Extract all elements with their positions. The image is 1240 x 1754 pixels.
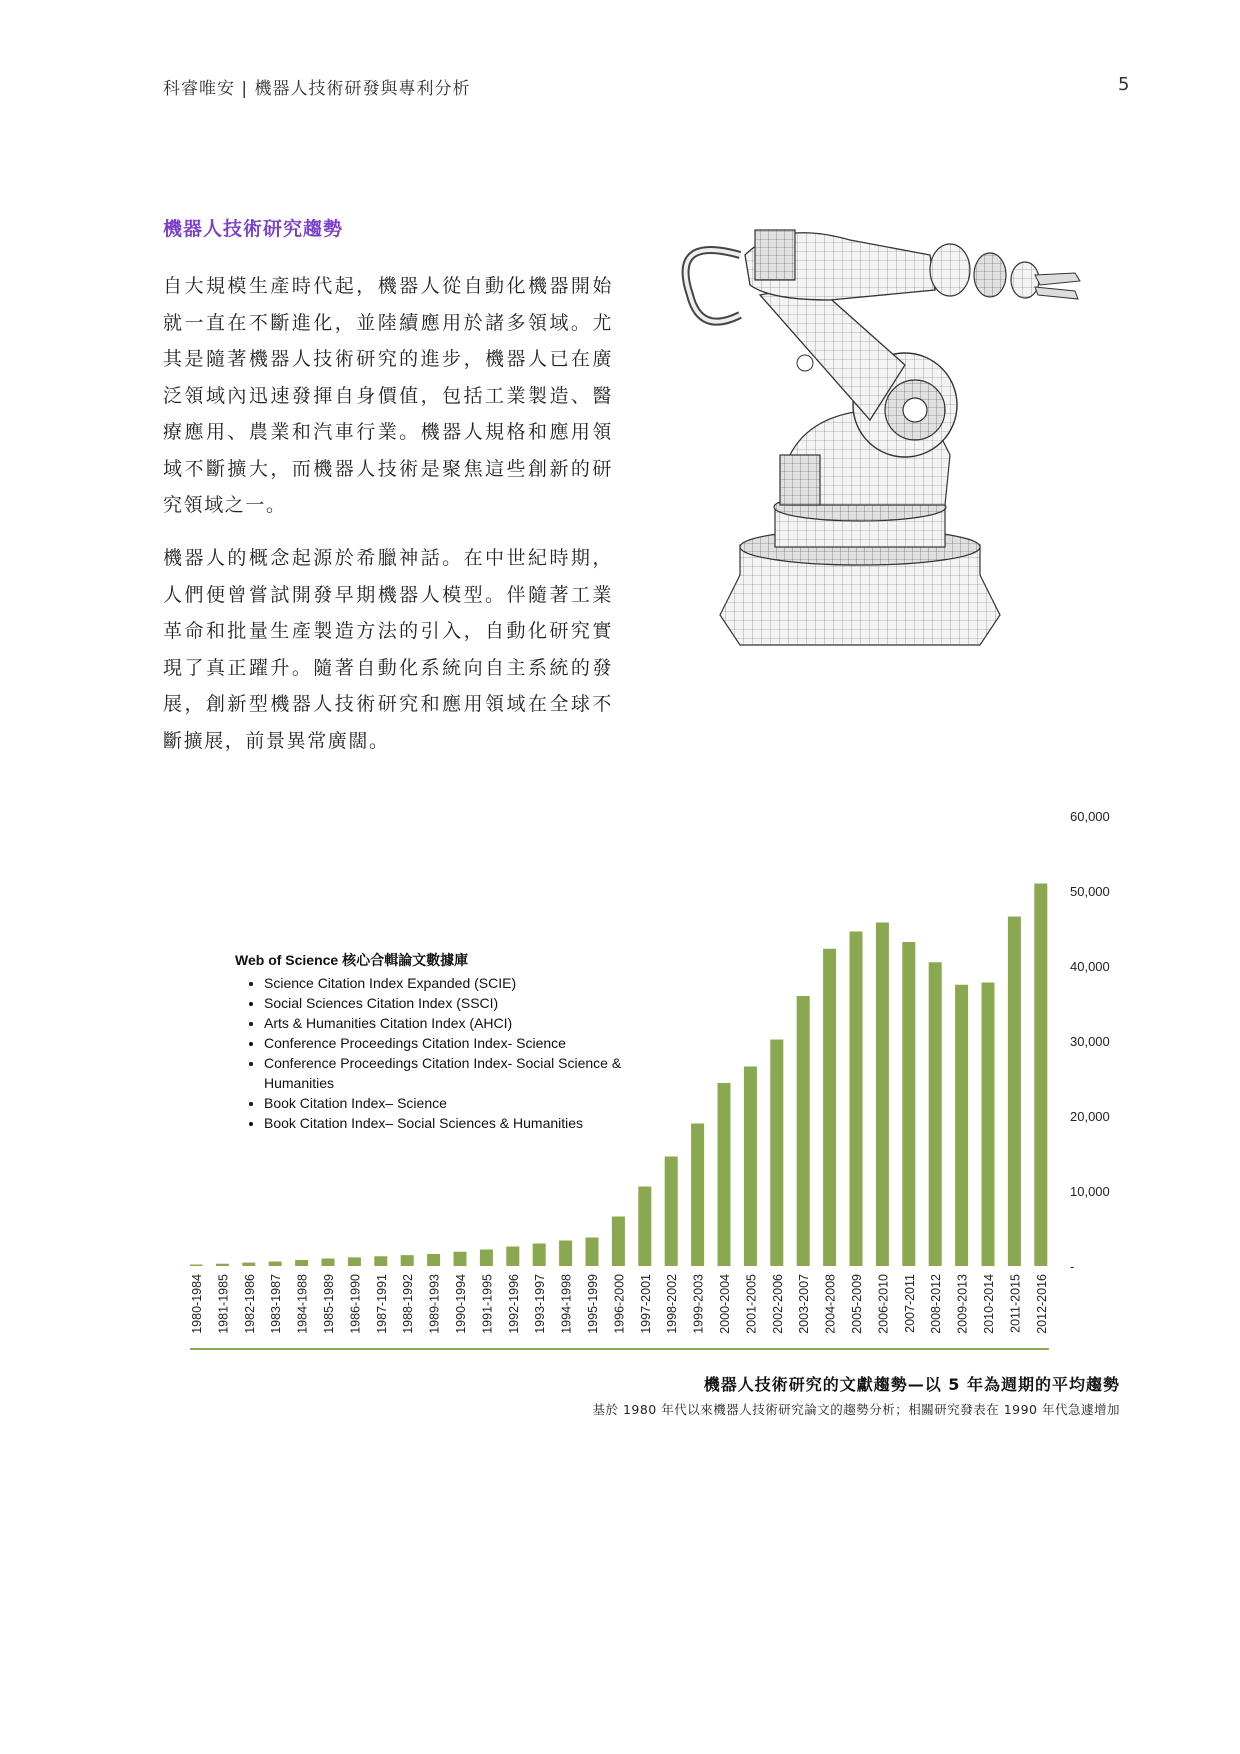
y-tick-label: -	[1070, 1259, 1075, 1274]
bar-2000-2004	[718, 1083, 731, 1266]
bar-1994-1998	[559, 1241, 572, 1267]
x-tick-label: 2011-2015	[1008, 1274, 1023, 1333]
x-tick-label: 1990-1994	[454, 1274, 468, 1334]
legend-title: Web of Science 核心合輯論文數據庫	[235, 952, 469, 968]
x-tick-label: 1994-1998	[559, 1274, 574, 1334]
bar-1984-1988	[295, 1260, 308, 1266]
x-tick-label: 1985-1989	[322, 1274, 336, 1334]
y-tick-label: 40,000	[1070, 959, 1110, 974]
x-tick-label: 1980-1984	[190, 1274, 204, 1334]
legend-item: • Science Citation Index Expanded (SCIE)	[264, 973, 665, 993]
chart-caption-subtitle: 基於 1980 年代以來機器人技術研究論文的趨勢分析；相關研究發表在 1990 年代急遽增加	[592, 1402, 1120, 1417]
x-tick-label: 1996-2000	[612, 1274, 627, 1334]
bar-1998-2002	[665, 1157, 678, 1267]
bar-1981-1985	[216, 1264, 229, 1266]
bar-2008-2012	[929, 962, 942, 1266]
bar-1989-1993	[427, 1254, 440, 1266]
bar-2004-2008	[823, 949, 836, 1266]
x-tick-label: 2006-2010	[876, 1274, 891, 1334]
x-tick-label: 1984-1988	[295, 1274, 310, 1334]
bar-1983-1987	[269, 1262, 282, 1267]
bar-2006-2010	[876, 923, 889, 1267]
y-tick-label: 60,000	[1070, 809, 1110, 824]
x-tick-label: 1989-1993	[427, 1274, 442, 1334]
legend-item: • Social Sciences Citation Index (SSCI)	[264, 993, 665, 1013]
x-tick-label: 2009-2013	[955, 1274, 970, 1334]
y-tick-label: 10,000	[1070, 1184, 1110, 1199]
robot-arm-image	[680, 215, 1110, 675]
x-tick-label: 2007-2011	[902, 1274, 917, 1333]
bar-1985-1989	[322, 1259, 335, 1267]
body-paragraph-1: 自大規模生產時代起，機器人從自動化機器開始就一直在不斷進化，並陸續應用於諸多領域。尤其是隨著機器人技術研究的進步，機器人已在廣泛領域內迅速發揮自身價值，包括工業製造、醫療應用、農業和汽車行業。機器人規格和應用領域不斷擴大，而機器人技術是聚焦這些創新的研究領域之一。	[163, 275, 613, 516]
bar-1995-1999	[586, 1238, 599, 1267]
bar-1997-2001	[638, 1187, 651, 1267]
x-tick-label: 1981-1985	[216, 1274, 231, 1334]
bar-chart	[190, 800, 1130, 1360]
running-header-title: 科睿唯安 | 機器人技術研發與專利分析	[163, 79, 471, 99]
bar-2005-2009	[850, 932, 863, 1267]
bar-1999-2003	[691, 1124, 704, 1267]
bar-2007-2011	[902, 942, 915, 1266]
x-tick-label: 2002-2006	[770, 1274, 785, 1334]
y-tick-label: 50,000	[1070, 884, 1110, 899]
x-tick-label: 2004-2008	[823, 1274, 838, 1334]
bar-2011-2015	[1008, 917, 1021, 1267]
bar-2001-2005	[744, 1067, 757, 1267]
legend-item: • Conference Proceedings Citation Index- Science	[264, 1033, 665, 1053]
bar-1996-2000	[612, 1217, 625, 1267]
bar-2009-2013	[955, 985, 968, 1266]
x-tick-label: 1998-2002	[665, 1274, 680, 1334]
x-tick-label: 1991-1995	[480, 1274, 495, 1334]
bar-1986-1990	[348, 1257, 361, 1266]
x-tick-label: 1986-1990	[348, 1274, 363, 1334]
x-tick-label: 1983-1987	[269, 1274, 284, 1334]
page-number: 5	[1118, 74, 1130, 95]
body-paragraph-2: 機器人的概念起源於希臘神話。在中世紀時期，人們便曾嘗試開發早期機器人模型。伴隨著工業革命和批量生產製造方法的引入，自動化研究實現了真正躍升。隨著自動化系統向自主系統的發展，創新型機器人技術研究和應用領域在全球不斷擴展，前景異常廣闊。	[163, 547, 613, 752]
x-tick-label: 1995-1999	[586, 1274, 600, 1334]
legend-item: • Conference Proceedings Citation Index- Social Science & Humanities	[264, 1053, 665, 1093]
section-title: 機器人技術研究趨勢	[163, 218, 344, 240]
bar-1991-1995	[480, 1250, 493, 1267]
robot-arm-illustration	[680, 215, 1110, 675]
x-tick-label: 1992-1996	[506, 1274, 521, 1334]
y-tick-label: 30,000	[1070, 1034, 1110, 1049]
bar-2012-2016	[1034, 884, 1047, 1267]
bar-2002-2006	[770, 1040, 783, 1267]
bar-1980-1984	[190, 1265, 203, 1267]
chart-caption-title: 機器人技術研究的文獻趨勢—以 5 年為週期的平均趨勢	[703, 1375, 1120, 1394]
bar-1982-1986	[242, 1263, 255, 1266]
bar-1993-1997	[533, 1244, 546, 1267]
x-tick-label: 1988-1992	[401, 1274, 416, 1334]
x-tick-label: 1999-2003	[691, 1274, 706, 1334]
x-tick-label: 1987-1991	[374, 1274, 389, 1334]
x-tick-label: 2010-2014	[982, 1274, 996, 1334]
legend-item: • Book Citation Index– Social Sciences & Humanities	[264, 1113, 665, 1133]
x-tick-label: 2005-2009	[850, 1274, 864, 1334]
bar-1988-1992	[401, 1255, 414, 1266]
x-tick-label: 2000-2004	[718, 1274, 732, 1334]
legend-item: • Book Citation Index– Science	[264, 1093, 665, 1113]
x-tick-label: 1982-1986	[242, 1274, 257, 1334]
y-tick-label: 20,000	[1070, 1109, 1110, 1124]
bar-2003-2007	[797, 996, 810, 1266]
legend-item: • Arts & Humanities Citation Index (AHCI)	[264, 1013, 665, 1033]
x-tick-label: 1993-1997	[533, 1274, 548, 1334]
x-tick-label: 2008-2012	[929, 1274, 944, 1334]
bar-1990-1994	[454, 1252, 467, 1266]
x-tick-label: 1997-2001	[638, 1274, 653, 1334]
x-tick-label: 2003-2007	[797, 1274, 812, 1334]
x-tick-label: 2012-2016	[1034, 1274, 1049, 1334]
bar-2010-2014	[982, 983, 995, 1267]
x-tick-label: 2001-2005	[744, 1274, 759, 1334]
bar-1992-1996	[506, 1247, 519, 1267]
bar-1987-1991	[374, 1256, 387, 1266]
publication-trend-chart	[190, 800, 1130, 1360]
